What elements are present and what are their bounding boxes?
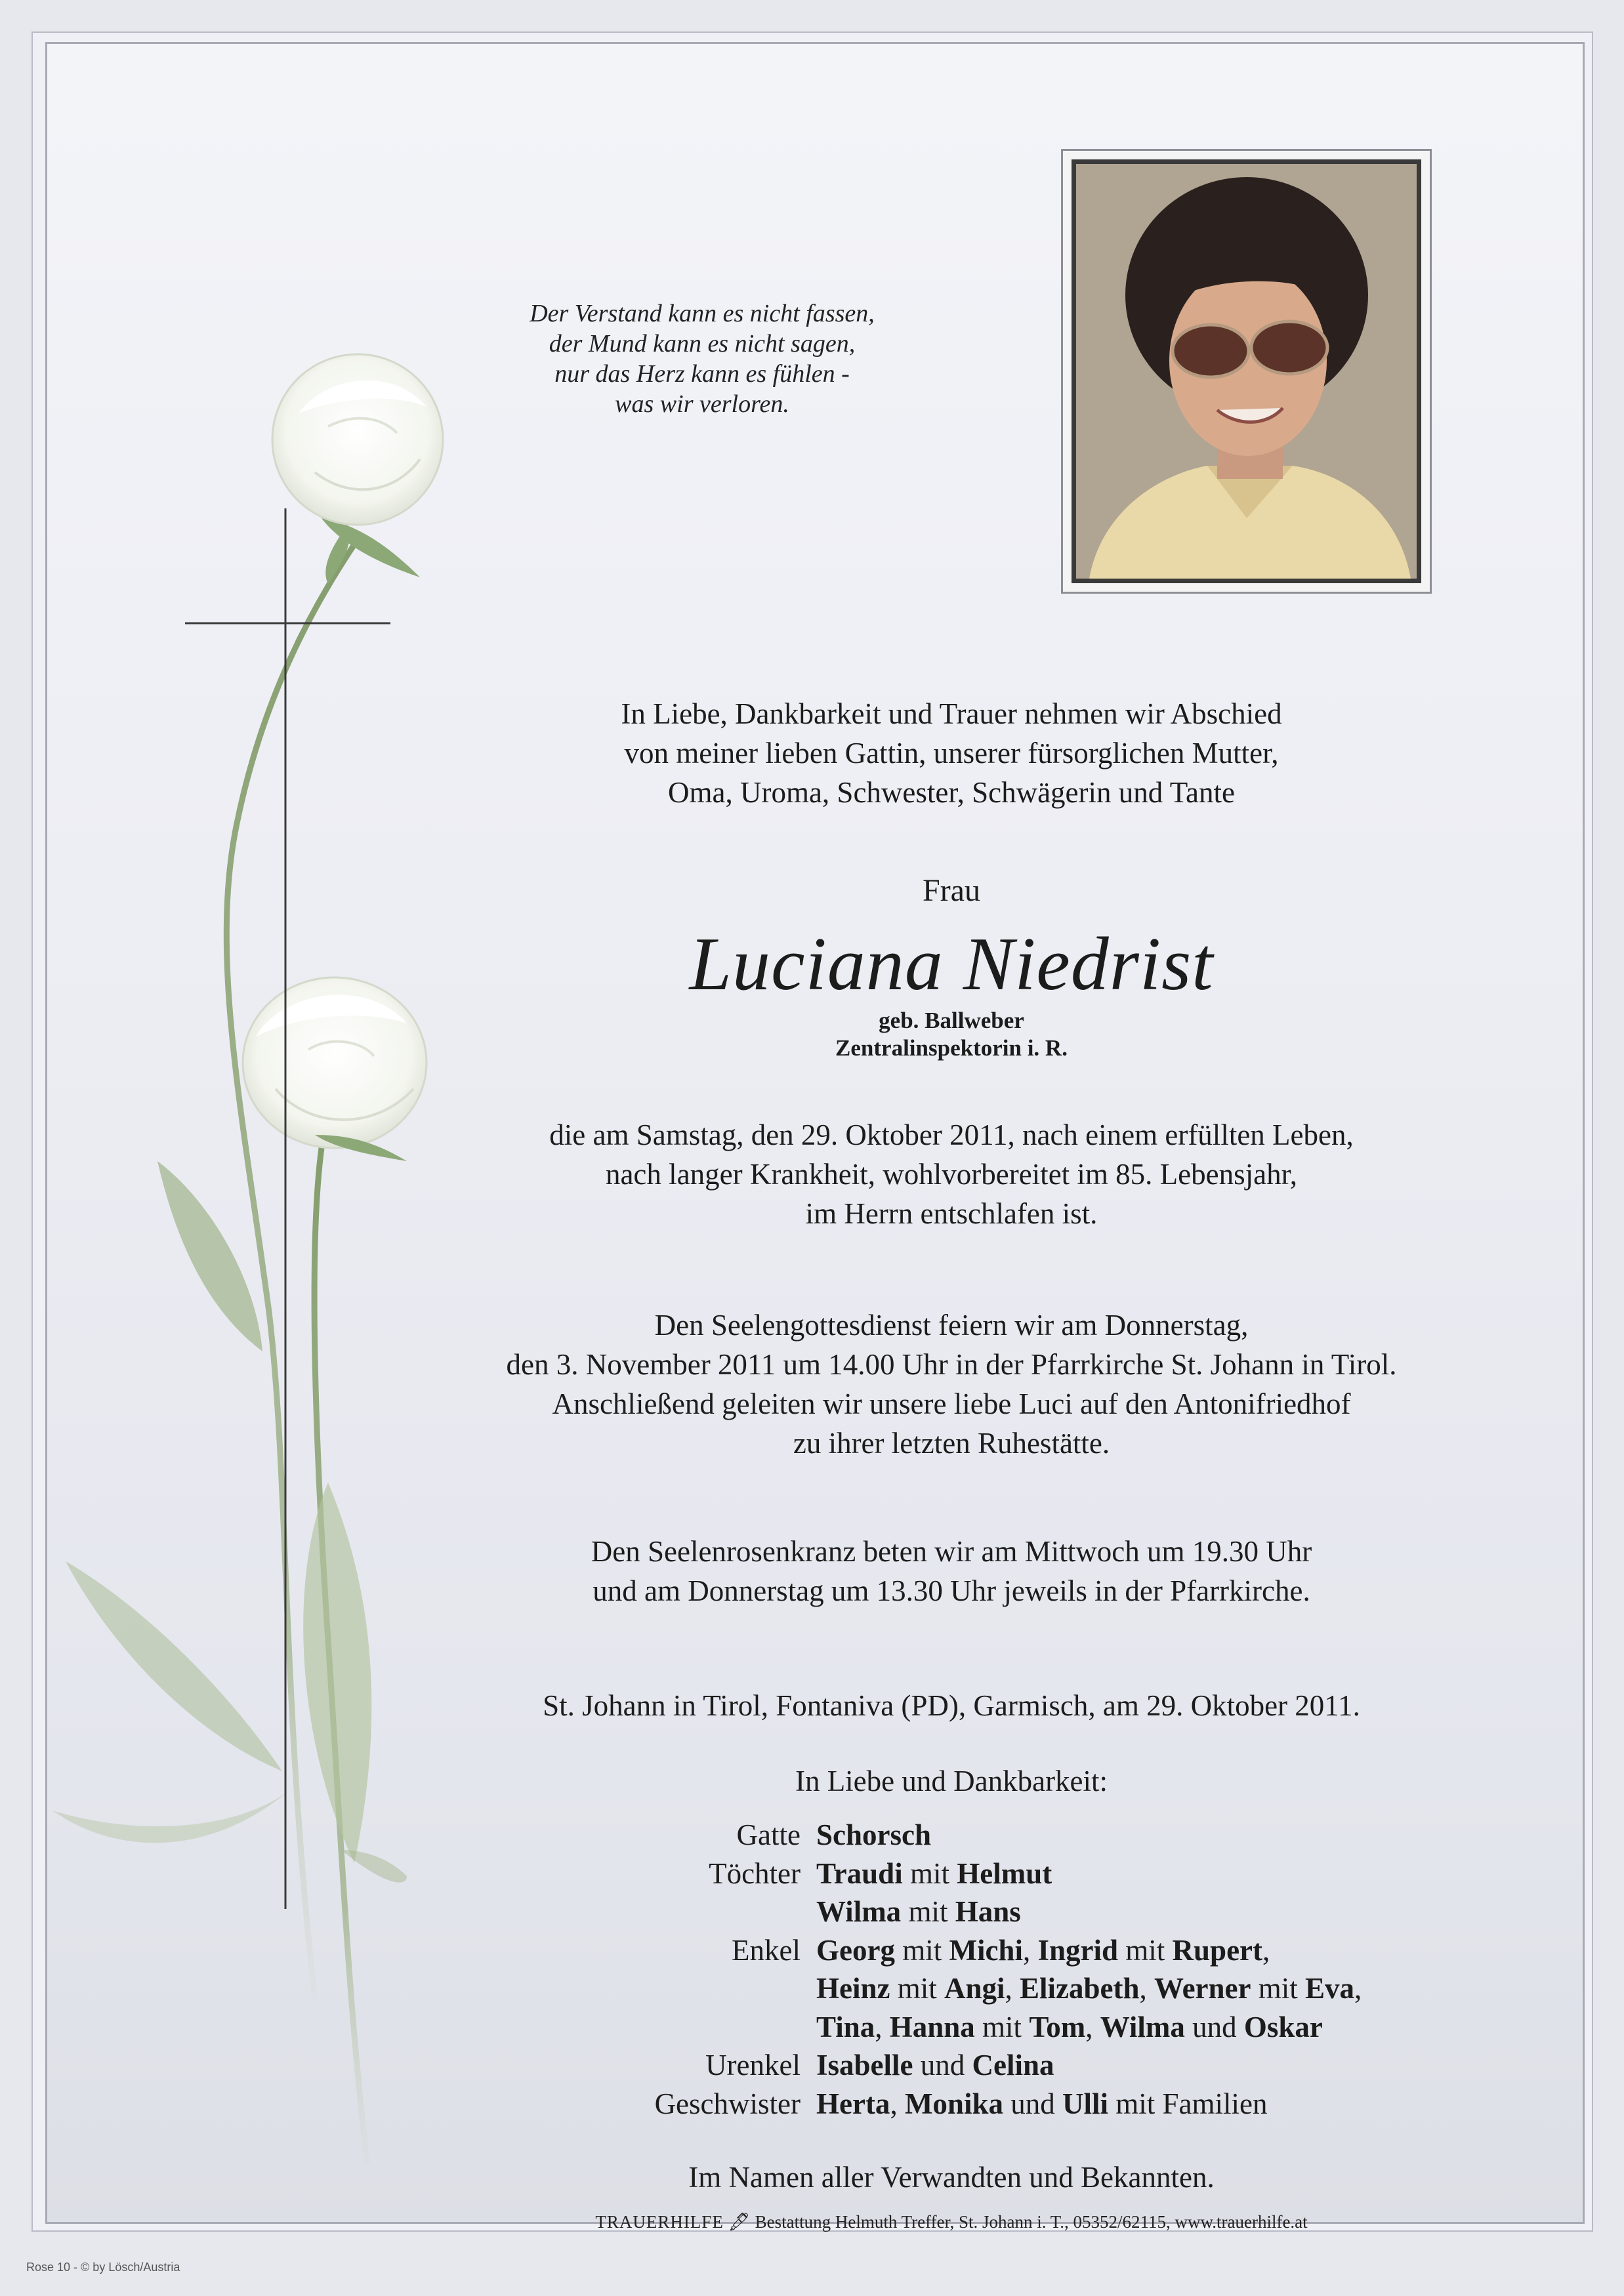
relative-name: Eva (1305, 1972, 1355, 2005)
relative-name: Tina (816, 2010, 875, 2043)
connector: mit (897, 1972, 937, 2005)
connector: mit (1125, 1933, 1165, 1967)
connector: und (1192, 2010, 1237, 2043)
motto-line: der Mund kann es nicht sagen, (549, 330, 856, 358)
family-role: Urenkel (705, 2049, 801, 2081)
connector: mit (909, 1856, 949, 1890)
professional-title: Zentralinspektorin i. R. (835, 1035, 1068, 1061)
motto-line: nur das Herz kann es fühlen - (554, 360, 850, 388)
family-row-geschwister: Geschwister Herta, Monika und Ulli mit Familien (591, 2085, 1575, 2123)
service-notice (381, 1305, 1522, 1463)
death-notice-line: im Herrn entschlafen ist. (805, 1197, 1098, 1230)
connector: mit (982, 2010, 1022, 2043)
family-role: Gatte (736, 1818, 801, 1851)
feather-icon: 🖋︎ (728, 2212, 751, 2232)
family-row-enkel-3: Tina, Hanna mit Tom, Wilma und Oskar (816, 2010, 1323, 2043)
relative-name: Werner (1154, 1972, 1251, 2005)
closing-signature: Im Namen aller Verwandten und Bekannten. (688, 2161, 1215, 2194)
rosary-line: und am Donnerstag um 13.30 Uhr jeweils in der Pfarrkirche. (593, 1574, 1310, 1607)
death-notice-line: nach langer Krankheit, wohlvorbereitet im 85. Lebensjahr, (605, 1158, 1298, 1191)
relative-name: Georg (816, 1933, 895, 1967)
family-row-enkel-2: Heinz mit Angi, Elizabeth, Werner mit Eva, (816, 1972, 1362, 2005)
connector: und (1010, 2087, 1055, 2120)
portrait-photo (1072, 159, 1421, 583)
relative-name: Wilma (816, 1895, 902, 1928)
relative-name: Traudi (816, 1856, 903, 1890)
connector: mit Familien (1115, 2087, 1268, 2120)
salutation: Frau (923, 873, 980, 908)
family-row-toechter (591, 1855, 1575, 1893)
connector: und (920, 2049, 965, 2081)
portrait-image (1076, 164, 1417, 579)
family-list (591, 1816, 1575, 2123)
relative-name: Michi (949, 1933, 1023, 1967)
relative-name: Schorsch (816, 1818, 932, 1851)
family-row-gatte (591, 1816, 1575, 1855)
intro-line: Oma, Uroma, Schwester, Schwägerin und Tante (668, 776, 1235, 809)
service-line: Anschließend geleiten wir unsere liebe Luci auf den Antonifriedhof (552, 1387, 1351, 1420)
relative-name: Tom (1029, 2010, 1086, 2043)
family-row-urenkel (591, 2046, 1575, 2085)
relative-name: Isabelle (816, 2049, 913, 2081)
deceased-name: Luciana Niedrist (689, 922, 1214, 1006)
funeral-home-brand: TRAUERHILFE (595, 2212, 724, 2232)
death-notice-line: die am Samstag, den 29. Oktober 2011, nach einem erfüllten Leben, (549, 1118, 1354, 1151)
motto-poem (472, 298, 932, 419)
closing-line: In Liebe und Dankbarkeit: (795, 1765, 1108, 1797)
relative-name: Elizabeth (1020, 1972, 1140, 2005)
service-line: zu ihrer letzten Ruhestätte. (793, 1427, 1110, 1460)
family-role: Enkel (732, 1933, 801, 1967)
intro-line: von meiner lieben Gattin, unserer fürsorglichen Mutter, (624, 737, 1279, 769)
funeral-home-contact: Bestattung Helmuth Treffer, St. Johann i. T., 05352/62115, www.trauerhilfe.at (755, 2212, 1308, 2232)
relative-name: Ingrid (1037, 1933, 1118, 1967)
relative-name: Monika (904, 2087, 1003, 2120)
relative-name: Ulli (1062, 2087, 1108, 2120)
relative-name: Wilma (1100, 2010, 1185, 2043)
rosary-notice (394, 1532, 1509, 1610)
portrait-frame (1061, 149, 1432, 594)
service-line: den 3. November 2011 um 14.00 Uhr in der Pfarrkirche St. Johann in Tirol. (506, 1348, 1397, 1381)
family-row-enkel: Enkel Georg mit Michi, Ingrid mit Rupert, (591, 1931, 1575, 1970)
intro-line: In Liebe, Dankbarkeit und Trauer nehmen wir Abschied (621, 697, 1282, 730)
funeral-home-footer (394, 2211, 1509, 2233)
relative-name: Herta (816, 2087, 890, 2120)
relative-name: Helmut (957, 1856, 1052, 1890)
maiden-name: geb. Ballweber (879, 1008, 1024, 1033)
family-role: Töchter (709, 1856, 801, 1890)
connector: mit (908, 1895, 948, 1928)
death-notice (394, 1115, 1509, 1233)
relative-name: Oskar (1243, 2010, 1323, 2043)
rosary-line: Den Seelenrosenkranz beten wir am Mittwoch um 19.30 Uhr (591, 1535, 1312, 1568)
relative-name: Hanna (889, 2010, 975, 2043)
connector: mit (902, 1933, 942, 1967)
connector: mit (1258, 1972, 1298, 2005)
relative-name: Hans (955, 1895, 1021, 1928)
motto-line: Der Verstand kann es nicht fassen, (530, 300, 875, 327)
relative-name: Rupert (1172, 1933, 1262, 1967)
place-date: St. Johann in Tirol, Fontaniva (PD), Garmisch, am 29. Oktober 2011. (543, 1689, 1360, 1722)
motto-line: was wir verloren. (615, 390, 789, 418)
rose-cross-decoration (39, 328, 499, 2198)
image-credit: Rose 10 - © by Lösch/Austria (26, 2261, 180, 2274)
family-row-toechter-2 (591, 1893, 1575, 1931)
intro-text (394, 694, 1509, 812)
service-line: Den Seelengottesdienst feiern wir am Donnerstag, (654, 1309, 1249, 1342)
family-role: Geschwister (654, 2087, 801, 2120)
relative-name: Heinz (816, 1972, 890, 2005)
relative-name: Angi (944, 1972, 1005, 2005)
relative-name: Celina (972, 2049, 1054, 2081)
